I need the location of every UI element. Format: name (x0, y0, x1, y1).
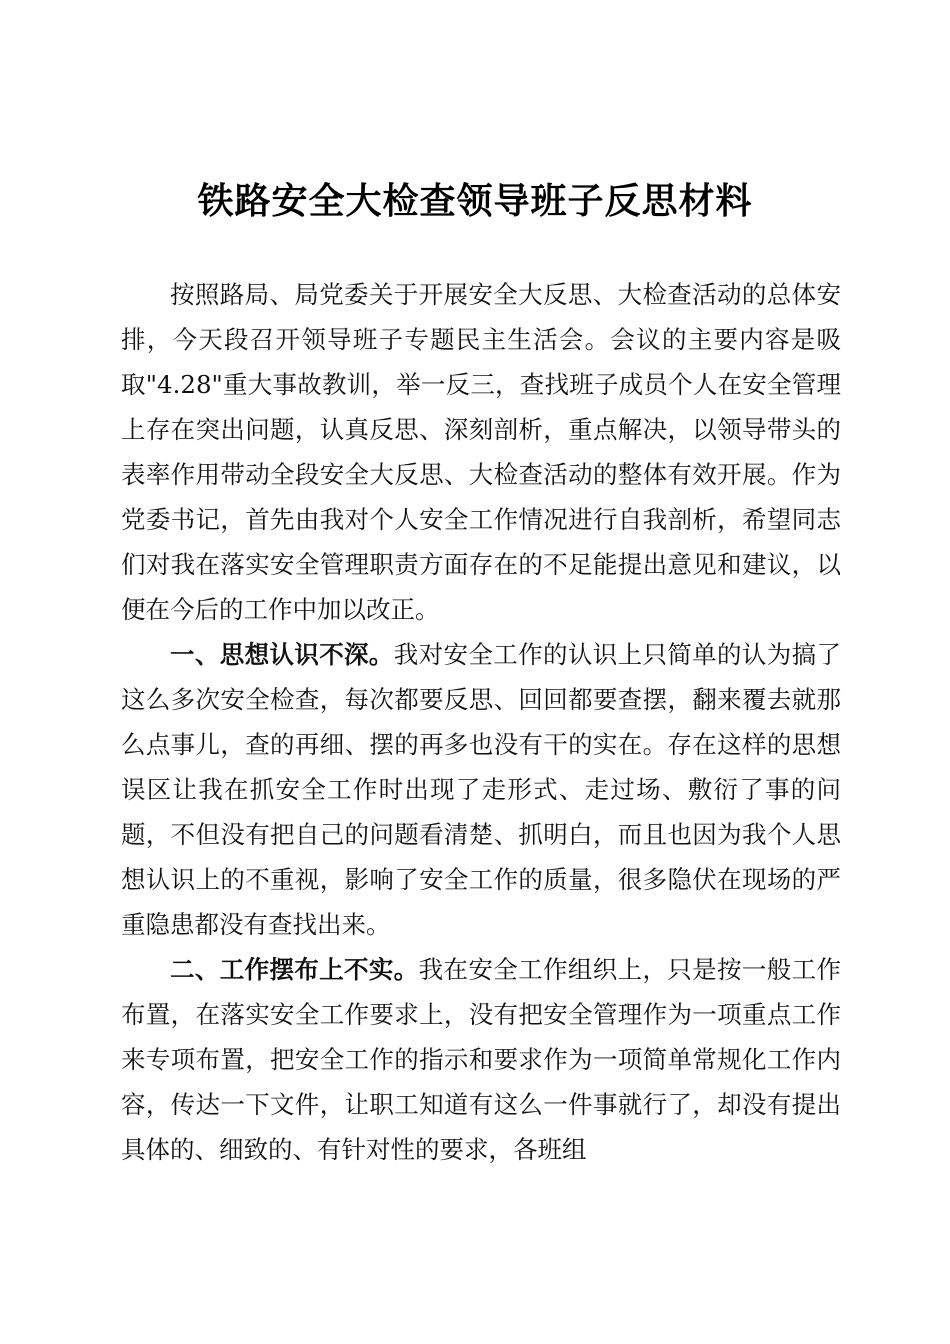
section-1-text: 我对安全工作的认识上只简单的认为搞了这么多次安全检查，每次都要反思、回回都要查摆，翻来覆去就那么点事儿，查的再细、摆的再多也没有干的实在。存在这样的思想误区让我在抓安全工作时出现了走形式、走过场、敷衍了事的问题，不但没有把自己的问题看清楚、抓明白，而且也因为我个人思想认识上的不重视，影响了安全工作的质量，很多隐伏在现场的严重隐患都没有查找出来。 (121, 640, 842, 939)
paragraph-section-2 (121, 947, 841, 1172)
paragraph-section-1 (121, 632, 841, 947)
document-title: 铁路安全大检查领导班子反思材料 (197, 180, 753, 222)
section-1-heading: 一、思想认识不深。 (170, 640, 394, 669)
section-2-heading: 二、工作摆布上不实。 (170, 955, 419, 984)
document-body (121, 272, 841, 1172)
section-2-text: 我在安全工作组织上，只是按一般工作布置，在落实安全工作要求上，没有把安全管理作为一项重点工作来专项布置，把安全工作的指示和要求作为一项简单常规化工作内容，传达一下文件，让职工知道有这么一件事就行了，却没有提出具体的、细致的、有针对性的要求，各班组 (121, 955, 842, 1164)
paragraph-intro (121, 272, 841, 632)
paragraph-intro-text: 按照路局、局党委关于开展安全大反思、大检查活动的总体安排，今天段召开领导班子专题民主生活会。会议的主要内容是吸取"4.28"重大事故教训，举一反三，查找班子成员个人在安全管理上存在突出问题，认真反思、深刻剖析，重点解决，以领导带头的表率作用带动全段安全大反思、大检查活动的整体有效开展。作为党委书记，首先由我对个人安全工作情况进行自我剖析，希望同志们对我在落实安全管理职责方面存在的不足能提出意见和建议，以便在今后的工作中加以改正。 (121, 280, 841, 624)
